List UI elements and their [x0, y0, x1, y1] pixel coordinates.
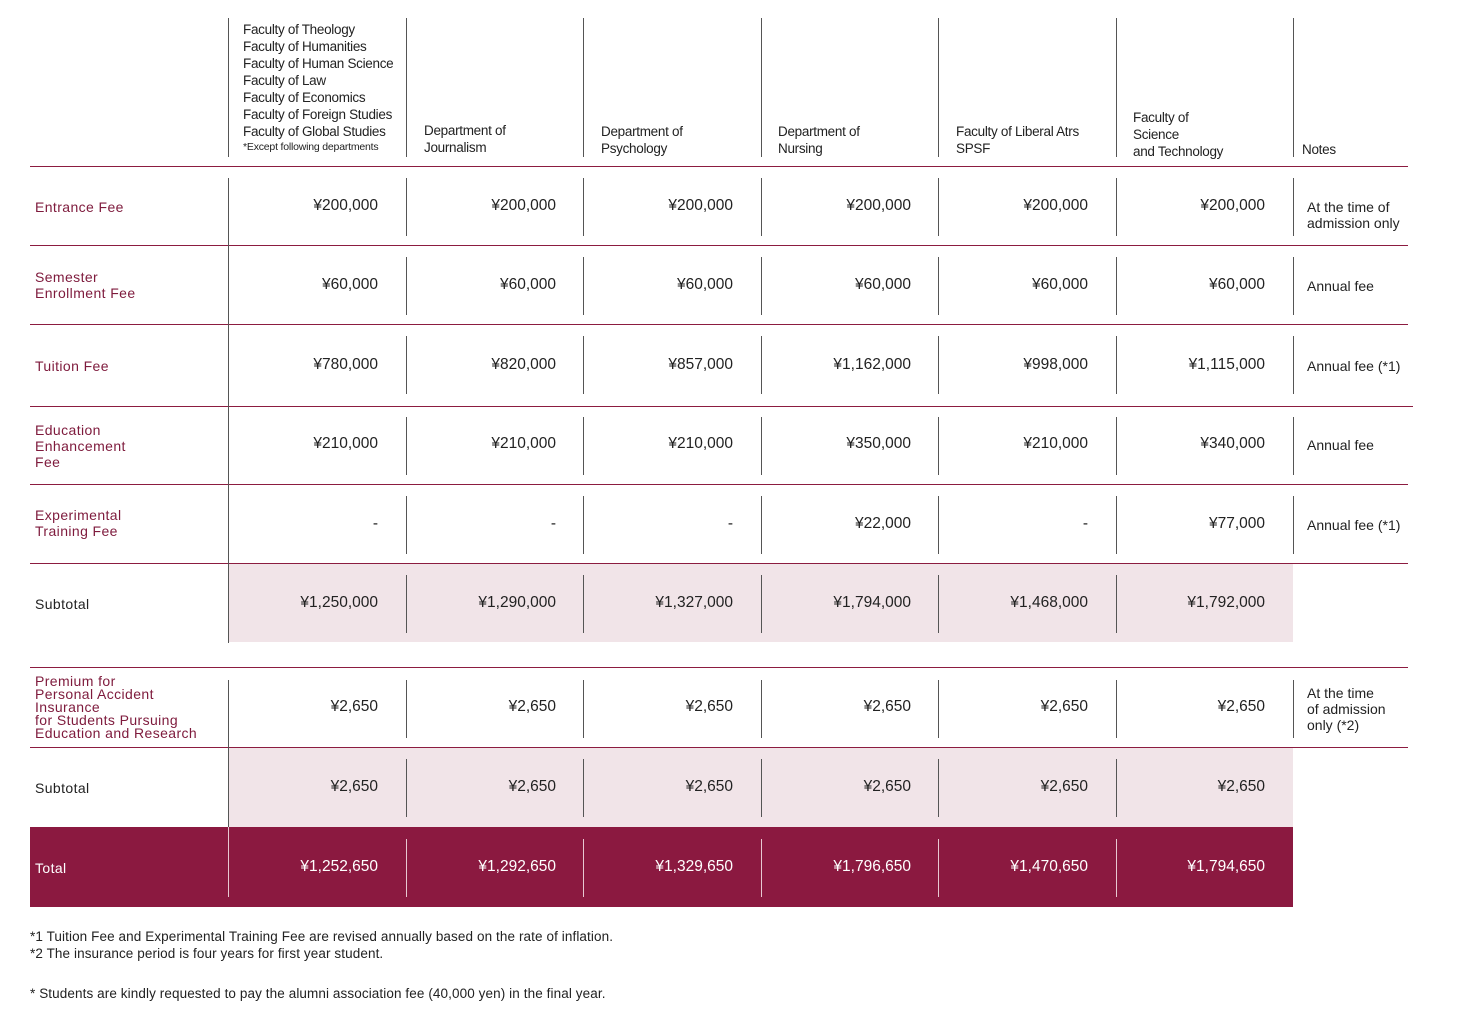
cell-divider	[761, 336, 762, 394]
col-header-line: Faculty of Global Studies	[243, 124, 386, 139]
row-note-line: of admission	[1307, 701, 1386, 717]
fee-value-cell: ¥998,000	[1023, 356, 1088, 373]
fee-value-cell: ¥1,327,000	[655, 594, 733, 611]
row-divider	[30, 747, 1408, 748]
fee-value-cell: ¥350,000	[846, 435, 911, 452]
label-column-divider	[228, 178, 229, 643]
fee-value-cell: ¥1,250,000	[300, 594, 378, 611]
cell-divider	[938, 759, 939, 817]
header-divider	[406, 18, 407, 157]
fee-value-cell: ¥2,650	[330, 698, 378, 715]
fee-value-cell: ¥1,792,000	[1187, 594, 1265, 611]
cell-divider	[583, 496, 584, 554]
cell-divider	[1116, 257, 1117, 315]
cell-divider	[583, 575, 584, 633]
cell-divider	[1116, 759, 1117, 817]
row-note	[1307, 358, 1400, 374]
row-divider	[30, 245, 1408, 246]
cell-divider	[938, 417, 939, 475]
fee-value-cell: ¥1,162,000	[833, 356, 911, 373]
row-divider	[30, 406, 1413, 407]
col-header-journalism	[424, 122, 506, 156]
cell-divider	[583, 839, 584, 897]
cell-divider	[761, 680, 762, 738]
cell-divider	[938, 257, 939, 315]
cell-divider	[938, 680, 939, 738]
col-header-line: Department of	[424, 123, 506, 138]
fee-value-cell: ¥1,468,000	[1010, 594, 1088, 611]
col-header-line: Faculty of Foreign Studies	[243, 107, 393, 122]
col-header-science-tech	[1133, 109, 1223, 160]
fee-value-cell: ¥2,650	[863, 778, 911, 795]
cell-divider	[761, 575, 762, 633]
fee-value-cell: ¥1,115,000	[1188, 356, 1265, 373]
cell-divider	[406, 680, 407, 738]
row-note-line: admission only	[1307, 215, 1400, 231]
cell-divider	[583, 178, 584, 236]
col-header-line: Faculty of Liberal Atrs	[956, 124, 1079, 139]
fee-value-cell: ¥77,000	[1208, 515, 1265, 532]
fee-value-cell: -	[550, 515, 556, 532]
row-label-line: Insurance	[35, 699, 101, 715]
row-label-line: Education	[35, 422, 101, 438]
row-note	[1307, 437, 1374, 453]
label-column-divider	[228, 827, 229, 897]
fee-value-cell: ¥210,000	[313, 435, 378, 452]
cell-divider	[1116, 336, 1117, 394]
fee-value-cell: ¥2,650	[685, 778, 733, 795]
cell-divider	[938, 496, 939, 554]
footnote-alumni: * Students are kindly requested to pay the alumni association fee (40,000 yen) in the final year.	[30, 986, 606, 1001]
row-label-subtotal	[35, 780, 90, 796]
cell-divider	[761, 496, 762, 554]
row-divider	[30, 166, 1408, 167]
cell-divider	[583, 680, 584, 738]
row-label-insurance-premium	[35, 675, 197, 740]
col-header-line: Nursing	[778, 141, 823, 156]
fee-value-cell: ¥2,650	[1217, 698, 1265, 715]
col-header-liberal-arts	[956, 123, 1079, 157]
cell-divider	[1116, 839, 1117, 897]
cell-divider	[406, 759, 407, 817]
col-header-line: Faculty of	[1133, 110, 1189, 125]
cell-divider	[761, 417, 762, 475]
row-label-line: Education and Research	[35, 725, 198, 741]
row-label-line: Premium for	[35, 673, 116, 689]
row-note	[1307, 517, 1400, 533]
fee-value-cell: ¥60,000	[1031, 276, 1088, 293]
cell-divider	[406, 417, 407, 475]
row-label-enrollment-fee	[35, 269, 136, 301]
fee-value-cell: ¥60,000	[499, 276, 556, 293]
col-header-line: Faculty of Humanities	[243, 39, 367, 54]
cell-divider	[761, 839, 762, 897]
cell-divider	[1293, 680, 1294, 738]
row-label-line: Experimental	[35, 507, 122, 523]
fee-value-cell: ¥1,292,650	[478, 858, 556, 875]
row-label-line: Enrollment Fee	[35, 285, 136, 301]
row-label-line: Subtotal	[35, 780, 90, 796]
header-divider	[761, 18, 762, 157]
fee-value-cell: ¥210,000	[491, 435, 556, 452]
row-label-tuition-fee	[35, 358, 109, 374]
cell-divider	[406, 575, 407, 633]
fee-value-cell: ¥340,000	[1200, 435, 1265, 452]
fee-value-cell: ¥60,000	[854, 276, 911, 293]
fee-value-cell: ¥2,650	[1040, 698, 1088, 715]
cell-divider	[1293, 496, 1294, 554]
col-header-line: Notes	[1302, 142, 1336, 157]
fee-value-cell: -	[1082, 515, 1088, 532]
col-header-line: Department of	[601, 124, 683, 139]
cell-divider	[1116, 496, 1117, 554]
fee-value-cell: ¥200,000	[846, 197, 911, 214]
fee-value-cell: ¥2,650	[1217, 778, 1265, 795]
header-divider	[583, 18, 584, 157]
cell-divider	[406, 336, 407, 394]
row-label-line: for Students Pursuing	[35, 712, 179, 728]
col-header-line: Department of	[778, 124, 860, 139]
fee-value-cell: ¥210,000	[1023, 435, 1088, 452]
cell-divider	[938, 575, 939, 633]
row-note-line: At the time of	[1307, 199, 1390, 215]
fee-value-cell: ¥60,000	[676, 276, 733, 293]
fee-value-cell: ¥1,290,000	[478, 594, 556, 611]
cell-divider	[1293, 417, 1294, 475]
row-note-line: Annual fee	[1307, 278, 1374, 294]
cell-divider	[1116, 178, 1117, 236]
fee-value-cell: ¥22,000	[854, 515, 911, 532]
row-divider	[30, 324, 1408, 325]
cell-divider	[406, 178, 407, 236]
fee-value-cell: ¥60,000	[1208, 276, 1265, 293]
fee-value-cell: ¥2,650	[1040, 778, 1088, 795]
row-note	[1307, 685, 1386, 733]
row-note-line: only (*2)	[1307, 717, 1360, 733]
fee-value-cell: ¥2,650	[863, 698, 911, 715]
cell-divider	[1116, 680, 1117, 738]
fee-value-cell: ¥2,650	[330, 778, 378, 795]
col-header-line: Faculty of Human Science	[243, 56, 394, 71]
row-note-line: Annual fee (*1)	[1307, 517, 1401, 533]
header-divider	[1293, 18, 1294, 157]
fee-value-cell: ¥200,000	[1023, 197, 1088, 214]
row-note-line: Annual fee (*1)	[1307, 358, 1401, 374]
col-header-line: and Technology	[1133, 144, 1224, 159]
cell-divider	[406, 496, 407, 554]
row-label-entrance-fee	[35, 199, 124, 215]
fee-value-cell: ¥1,329,650	[655, 858, 733, 875]
col-header-line: Faculty of Theology	[243, 22, 355, 37]
fee-value-cell: -	[372, 515, 378, 532]
col-header-line: SPSF	[956, 141, 991, 156]
col-header-notes	[1302, 141, 1336, 158]
col-header-line: Psychology	[601, 141, 668, 156]
fee-value-cell: ¥2,650	[685, 698, 733, 715]
fee-value-cell: ¥2,650	[508, 698, 556, 715]
fee-value-cell: ¥200,000	[491, 197, 556, 214]
fee-value-cell: ¥200,000	[313, 197, 378, 214]
row-note	[1307, 199, 1400, 231]
row-divider	[30, 484, 1408, 485]
cell-divider	[583, 257, 584, 315]
row-note-line: At the time	[1307, 685, 1374, 701]
cell-divider	[406, 257, 407, 315]
fee-value-cell: ¥857,000	[668, 356, 733, 373]
col-header-faculties	[243, 21, 393, 154]
fee-value-cell: ¥1,794,650	[1187, 858, 1265, 875]
col-header-line: Faculty of Law	[243, 73, 326, 88]
fee-value-cell: ¥200,000	[668, 197, 733, 214]
cell-divider	[761, 178, 762, 236]
fee-value-cell: ¥60,000	[321, 276, 378, 293]
header-divider	[228, 18, 229, 157]
cell-divider	[761, 759, 762, 817]
cell-divider	[1293, 336, 1294, 394]
row-note-line: Annual fee	[1307, 437, 1374, 453]
row-label-line: Enhancement	[35, 438, 126, 454]
cell-divider	[938, 336, 939, 394]
fee-value-cell: ¥780,000	[313, 356, 378, 373]
row-label-line: Total	[35, 860, 67, 876]
fee-value-cell: ¥210,000	[668, 435, 733, 452]
cell-divider	[1116, 575, 1117, 633]
row-label-subtotal	[35, 596, 90, 612]
fee-value-cell: ¥2,650	[508, 778, 556, 795]
row-label-line: Entrance Fee	[35, 199, 124, 215]
cell-divider	[938, 178, 939, 236]
col-header-line: Journalism	[424, 140, 487, 155]
cell-divider	[1293, 178, 1294, 236]
row-label-line: Subtotal	[35, 596, 90, 612]
footnote-2: *2 The insurance period is four years for first year student.	[30, 946, 384, 961]
fee-value-cell: ¥820,000	[491, 356, 556, 373]
label-column-divider	[228, 680, 229, 828]
cell-divider	[938, 839, 939, 897]
row-label-experimental-training-fee	[35, 507, 122, 539]
header-divider	[1116, 18, 1117, 157]
header-divider	[938, 18, 939, 157]
row-note	[1307, 278, 1374, 294]
cell-divider	[761, 257, 762, 315]
row-label-education-enhancement-fee	[35, 422, 126, 470]
footnote-1: *1 Tuition Fee and Experimental Training Fee are revised annually based on the rate of inflation.	[30, 929, 614, 944]
row-label-line: Tuition Fee	[35, 358, 109, 374]
col-header-line: Science	[1133, 127, 1179, 142]
row-label-line: Semester	[35, 269, 99, 285]
cell-divider	[1293, 257, 1294, 315]
col-header-line: Faculty of Economics	[243, 90, 366, 105]
row-label-line: Training Fee	[35, 523, 118, 539]
cell-divider	[583, 417, 584, 475]
row-divider	[30, 563, 1408, 564]
cell-divider	[406, 839, 407, 897]
col-header-nursing	[778, 123, 860, 157]
row-label-line: Personal Accident	[35, 686, 154, 702]
col-header-psychology	[601, 123, 683, 157]
fee-value-cell: ¥1,470,650	[1010, 858, 1088, 875]
fee-value-cell: ¥1,794,000	[833, 594, 911, 611]
col-header-note: *Except following departments	[243, 141, 379, 153]
row-label-line: Fee	[35, 454, 61, 470]
cell-divider	[583, 759, 584, 817]
cell-divider	[583, 336, 584, 394]
fee-value-cell: ¥200,000	[1200, 197, 1265, 214]
cell-divider	[1116, 417, 1117, 475]
fee-value-cell: -	[727, 515, 733, 532]
fee-value-cell: ¥1,252,650	[300, 858, 378, 875]
fee-value-cell: ¥1,796,650	[833, 858, 911, 875]
row-label-total	[35, 860, 67, 876]
row-divider	[30, 667, 1408, 668]
